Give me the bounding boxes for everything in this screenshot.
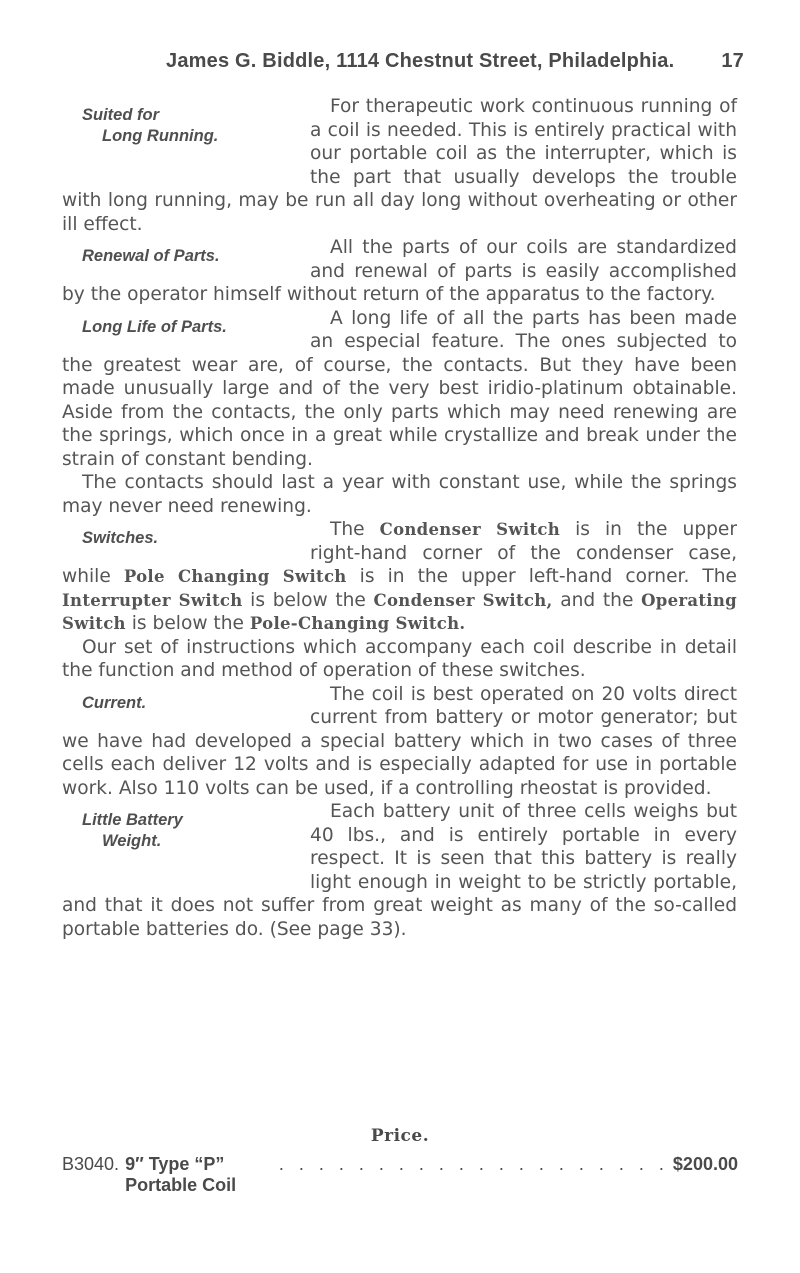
paragraph-contacts — [62, 471, 737, 518]
paragraph-text: All the parts of our coils are standardized and renewal of parts is easily accomplished by the operator himself without return of the apparatus to the factory. — [62, 237, 737, 305]
leader-dots: . . . . . . . . . . . . . . . . . . . . — [278, 1154, 669, 1174]
price-heading: Price. — [370, 1126, 430, 1146]
text-run: is below the — [242, 589, 374, 611]
side-heading-current — [62, 693, 252, 714]
paragraph-instructions — [62, 636, 737, 683]
side-heading-line: Long Running. — [102, 127, 219, 145]
side-heading-suited — [62, 105, 252, 147]
paragraph-text: For therapeutic work continuous running of a coil is needed. This is entirely practical with our portable coil as the interrupter, which is the part that usually develops the trouble with long running, may be run all day long without overheating or other ill effect. — [62, 96, 737, 235]
side-note-container — [62, 683, 310, 730]
running-head-title: James G. Biddle, 1114 Chestnut Street, Philadelphia. — [166, 50, 675, 72]
paragraph-text: A long life of all the parts has been made an especial feature. The ones subjected to the greatest wear are, of course, the contacts. But they have been made unusually large and of the very best iridio-platinum obtainable. Aside from the contacts, the only parts which may need renewing are the springs, which once in a great while crystallize and break under the strain of constant bending. — [62, 307, 737, 470]
term-operating-switch: Operating Switch — [62, 590, 737, 633]
body-text — [62, 95, 737, 941]
side-heading-line: Suited for — [82, 106, 159, 124]
section-suited-for-long-running — [62, 95, 737, 236]
section-renewal-of-parts — [62, 236, 737, 307]
term-pole-changing-switch: Pole-Changing Switch. — [249, 614, 466, 633]
section-current — [62, 683, 737, 801]
text-run: and the — [552, 589, 642, 611]
side-heading-battery — [62, 810, 252, 852]
side-note-container — [62, 95, 310, 166]
side-heading-line: Weight. — [102, 832, 162, 850]
price-line — [62, 1154, 738, 1196]
price-amount: $200.00 — [672, 1154, 738, 1174]
paragraph-text: The coil is best operated on 20 volts direct current from battery or motor generator; but we have had developed a special battery which in two cases of three cells each deliver 12 volts and is especially adapted for use in portable work. Also 110 volts can be used, if a controlling rheostat is provided. — [62, 683, 737, 799]
text-run: The — [330, 519, 380, 540]
section-long-life-of-parts — [62, 307, 737, 472]
page-number: 17 — [721, 50, 744, 72]
paragraph-text: Each battery unit of three cells weighs but 40 lbs., and is entirely portable in every respect. It is seen that this battery is really light enough in weight to be strictly portable, and that it does not suffer from great weight as many of the so-called portable batteries do. (See page 33). — [62, 801, 737, 940]
paragraph-text: Our set of instructions which accompany each coil describe in detail the function and method of operation of these switches. — [62, 636, 737, 681]
side-note-container — [62, 800, 310, 871]
side-heading-line: Little Battery — [82, 811, 183, 829]
term-condenser-switch: Condenser Switch, — [373, 590, 553, 610]
term-pole-changing-switch: Pole Changing Switch — [123, 567, 347, 586]
side-note-container — [62, 236, 310, 283]
section-switches — [62, 518, 737, 636]
section-little-battery-weight — [62, 800, 737, 941]
text-run: is below the — [125, 613, 250, 634]
side-note-container — [62, 518, 310, 565]
running-head — [36, 50, 744, 73]
term-interrupter-switch: Interrupter Switch — [62, 590, 243, 610]
term-condenser-switch: Condenser Switch — [379, 520, 561, 539]
catalog-number: B3040. — [62, 1154, 120, 1174]
side-heading-long-life — [62, 317, 252, 338]
product-description: 9″ Type “P” Portable Coil — [125, 1154, 237, 1195]
paragraph-text: The contacts should last a year with constant use, while the springs may never need renewing. — [62, 472, 737, 517]
side-heading-line: Renewal of Parts. — [82, 247, 220, 265]
text-run: is in the upper left-hand corner. The — [346, 566, 738, 587]
side-heading-switches — [62, 528, 252, 549]
side-heading-line: Current. — [82, 693, 147, 712]
side-heading-renewal — [62, 246, 252, 267]
text-run: is in the upper right-hand corner of the condenser case, while — [62, 519, 738, 587]
side-heading-line: Switches. — [82, 529, 159, 547]
side-heading-line: Long Life of Parts. — [82, 317, 227, 336]
side-note-container — [62, 307, 310, 354]
